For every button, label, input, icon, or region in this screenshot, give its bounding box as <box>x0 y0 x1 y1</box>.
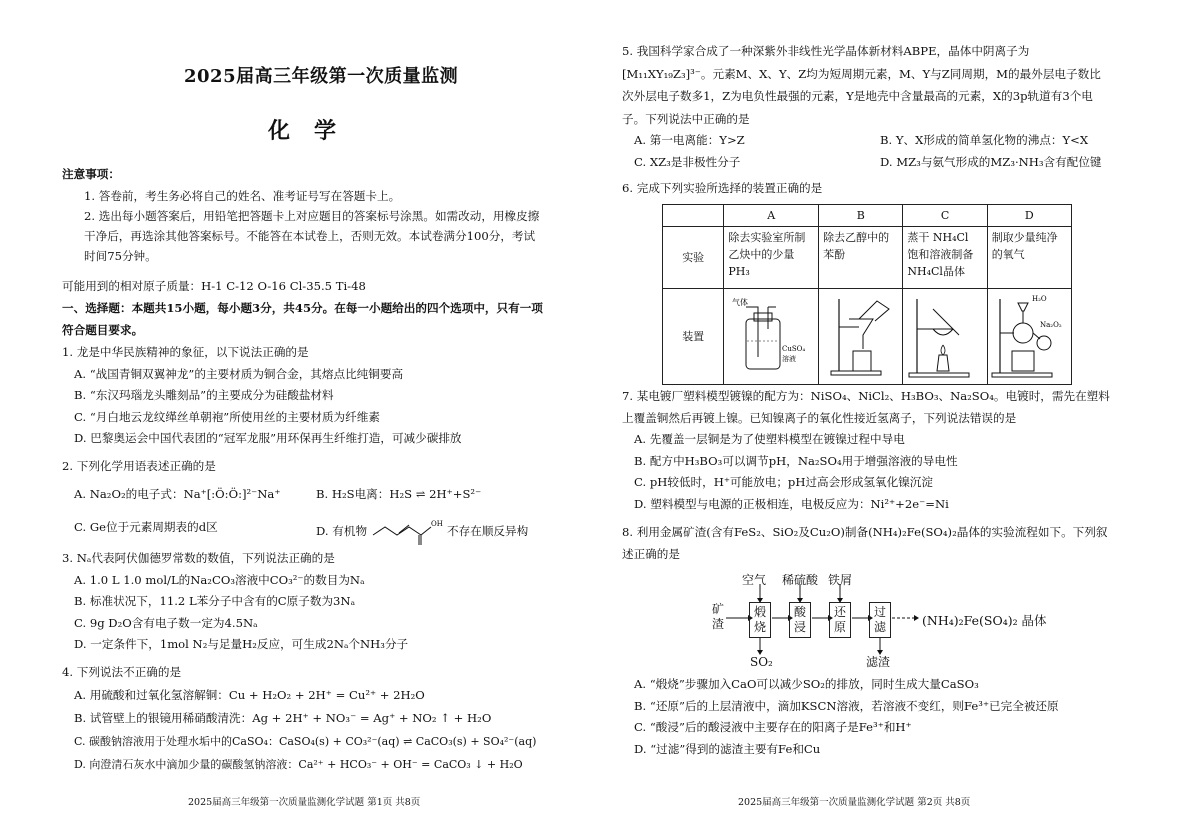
note-2: 2. 选出每小题答案后，用铅笔把答题卡上对应题目的答案标号涂黑。如需改动，用橡皮擦干净后，再选涂其他答案标号。不能答在本试卷上，否则无效。本试卷满分100分，考试时间75分钟。 <box>84 208 540 263</box>
filtration-apparatus-icon <box>819 289 899 379</box>
byproduct-so2: SO₂ <box>750 655 773 669</box>
cell-b-apparatus <box>819 288 903 384</box>
q7-option-b: B. 配方中H₃BO₃可以调节pH，Na₂SO₄用于增强溶液的导电性 <box>634 453 958 468</box>
q2-option-b: B. H₂S电离：H₂S ⇌ 2H⁺+S²⁻ <box>316 486 482 501</box>
water-label: H₂O <box>1031 294 1047 303</box>
question-7 <box>622 386 1110 515</box>
q4-stem: 4. 下列说法不正确的是 <box>62 665 182 679</box>
process-flowchart <box>622 568 1110 668</box>
q8-options <box>622 674 1110 760</box>
cell-c-experiment: 蒸干 NH₄Cl 饱和溶液制备NH₄Cl晶体 <box>903 226 987 288</box>
q7-stem: 7. 某电镀厂塑料模型镀镍的配方为：NiSO₄、NiCl₂、H₃BO₃、Na₂SO₄。电镀时，需先在塑料上覆盖铜然后再镀上镍。已知镍离子的氧化性接近氢离子，下列说法错误的是 <box>622 389 1110 425</box>
q8-option-c: C. “酸浸”后的酸浸液中主要存在的阳离子是Fe³⁺和H⁺ <box>634 720 912 734</box>
q1-option-b: B. “东汉玛瑙龙头雕刻品”的主要成分为硅酸盐材料 <box>74 388 334 402</box>
q2-d-suffix: 不存在顺反异构 <box>447 524 529 539</box>
table-header-c: C <box>903 204 987 226</box>
oxygen-generator-icon <box>988 289 1068 379</box>
reagent-air: 空气 <box>742 573 767 587</box>
q1-option-c: C. “月白地云龙纹缂丝单朝袍”所使用丝的主要材质为纤维素 <box>74 409 380 424</box>
q7-option-c: C. pH较低时，H⁺可能放电；pH过高会形成氢氧化镍沉淀 <box>634 475 933 489</box>
organic-structure-icon <box>369 517 445 547</box>
gas-washing-bottle-icon <box>724 289 814 379</box>
q5-option-b: B. Y、X形成的简单氢化物的沸点：Y<X <box>880 133 1089 147</box>
right-footer: 2025届高三年级第一次质量监测化学试题 第2页 共8页 <box>738 797 971 808</box>
q5-option-d: D. MZ₃与氨气形成的MZ₃·NH₃含有配位键 <box>880 154 1102 169</box>
q3-stem: 3. Nₐ代表阿伏伽德罗常数的数值，下列说法正确的是 <box>62 551 335 565</box>
step-acid-leach: 酸浸 <box>789 602 811 638</box>
q3-option-d: D. 一定条件下，1mol N₂与足量H₂反应，可生成2Nₐ个NH₃分子 <box>74 637 409 651</box>
note-1: 1. 答卷前，考生务必将自己的姓名、准考证号写在答题卡上。 <box>84 188 401 203</box>
evaporation-apparatus-icon <box>903 289 983 379</box>
cell-d-experiment: 制取少量纯净的氧气 <box>987 226 1071 288</box>
row-label-apparatus: 装置 <box>663 288 724 384</box>
q5-option-a: A. 第一电离能：Y>Z <box>634 133 745 147</box>
q2-option-d <box>310 517 552 547</box>
step-calcination: 煅烧 <box>749 602 771 638</box>
oh-label: OH <box>431 520 443 528</box>
atomic-masses: 可能用到的相对原子质量：H-1 C-12 O-16 Cl-35.5 Ti-48 <box>62 279 366 293</box>
gas-label: 气体 <box>732 297 749 307</box>
notes-section <box>62 164 552 266</box>
table-header-b: B <box>819 204 903 226</box>
question-4 <box>62 662 562 776</box>
left-page <box>62 0 562 840</box>
cell-a-apparatus <box>724 288 819 384</box>
solution-label: 溶液 <box>782 354 797 363</box>
q3-option-c: C. 9g D₂O含有电子数一定为4.5Nₐ <box>74 615 258 630</box>
q4-option-d: D. 向澄清石灰水中滴加少量的碳酸氢钠溶液：Ca²⁺ + HCO₃⁻ + OH⁻ = CaCO₃ ↓ + H₂O <box>74 757 523 771</box>
q5-option-c: C. XZ₃是非极性分子 <box>634 154 741 169</box>
q2-stem: 2. 下列化学用语表述正确的是 <box>62 459 216 473</box>
q2-d-prefix: D. 有机物 <box>316 524 368 539</box>
section-heading: 一、选择题：本题共15小题，每小题3分，共45分。在每一小题给出的四个选项中，只有一项符合题目要求。 <box>62 301 543 337</box>
table-header-d: D <box>987 204 1071 226</box>
q3-option-b: B. 标准状况下，11.2 L苯分子中含有的C原子数为3Nₐ <box>74 594 356 608</box>
question-5 <box>622 40 1110 173</box>
q1-option-d: D. 巴黎奥运会中国代表团的“冠军龙服”用环保再生纤维打造，可减少碳排放 <box>74 431 462 445</box>
q1-option-a: A. “战国青铜双翼神龙”的主要材质为铜合金，其熔点比纯铜要高 <box>74 366 404 381</box>
subject-title: 化学 <box>268 118 361 144</box>
q5-stem: 5. 我国科学家合成了一种深紫外非线性光学晶体新材料ABPE，晶体中阴离子为[M₁₁XY₁₉Z₃]³⁻。元素M、X、Y、Z均为短周期元素，M、Y与Z同周期，M的最外层电子数比次外层电子数多1，Z为电负性最强的元素，Y是地壳中含量最高的元素，X的3p轨道有3个电子。下列说法中正确的是 <box>622 44 1101 126</box>
step-filtration: 过滤 <box>869 602 891 638</box>
cell-c-apparatus <box>903 288 987 384</box>
q4-option-c: C. 碳酸钠溶液用于处理水垢中的CaSO₄：CaSO₄(s) + CO₃²⁻(aq) ⇌ CaCO₃(s) + SO₄²⁻(aq) <box>74 734 537 748</box>
question-2 <box>62 456 552 547</box>
right-page <box>622 0 1112 840</box>
experiment-table <box>662 204 1072 385</box>
exam-title: 2025届高三年级第一次质量监测 <box>184 66 459 87</box>
left-footer: 2025届高三年级第一次质量监测化学试题 第1页 共8页 <box>188 797 421 808</box>
notes-heading: 注意事项： <box>62 167 120 181</box>
q7-option-d: D. 塑料模型与电源的正极相连，电极反应为：Ni²⁺+2e⁻=Ni <box>634 496 949 511</box>
q8-option-b: B. “还原”后的上层清液中，滴加KSCN溶液，若溶液不变红，则Fe³⁺已完全被还原 <box>634 698 1059 713</box>
cell-d-apparatus <box>987 288 1071 384</box>
flow-product: (NH₄)₂Fe(SO₄)₂ 晶体 <box>922 613 1047 628</box>
q7-option-a: A. 先覆盖一层铜是为了使塑料模型在镀镍过程中导电 <box>634 432 905 446</box>
question-6 <box>622 178 1110 385</box>
question-8 <box>622 522 1110 565</box>
question-3 <box>62 548 552 656</box>
byproduct-residue: 滤渣 <box>866 655 891 669</box>
q4-option-b: B. 试管壁上的银镜用稀硝酸清洗：Ag + 2H⁺ + NO₃⁻ = Ag⁺ + NO₂ ↑ + H₂O <box>74 710 492 725</box>
cell-b-experiment: 除去乙醇中的苯酚 <box>819 226 903 288</box>
q8-option-a: A. “煅烧”步骤加入CaO可以减少SO₂的排放，同时生成大量CaSO₃ <box>634 677 979 691</box>
cuso4-label: CuSO₄ <box>782 344 806 353</box>
q8-option-d: D. “过滤”得到的滤渣主要有Fe和Cu <box>634 741 821 756</box>
q3-option-a: A. 1.0 L 1.0 mol/L的Na₂CO₃溶液中CO₃²⁻的数目为Nₐ <box>74 572 365 587</box>
cell-a-experiment: 除去实验室所制乙炔中的少量PH₃ <box>724 226 819 288</box>
na2o2-label: Na₂O₂ <box>1039 320 1062 329</box>
q1-stem: 1. 龙是中华民族精神的象征，以下说法正确的是 <box>62 345 309 359</box>
reagent-iron-filings: 铁屑 <box>828 573 853 587</box>
q2-option-c: C. Ge位于元素周期表的d区 <box>74 520 218 534</box>
q8-stem: 8. 利用金属矿渣(含有FeS₂、SiO₂及Cu₂O)制备(NH₄)₂Fe(SO₄)₂晶体的实验流程如下。下列叙述正确的是 <box>622 525 1108 561</box>
q4-option-a: A. 用硫酸和过氧化氢溶解铜：Cu + H₂O₂ + 2H⁺ = Cu²⁺ + 2H₂O <box>74 687 425 702</box>
q2-option-a: A. Na₂O₂的电子式：Na⁺[:Ö:Ö:]²⁻Na⁺ <box>74 486 281 501</box>
q6-stem: 6. 完成下列实验所选择的装置正确的是 <box>622 181 823 195</box>
flow-input: 矿渣 <box>712 602 725 631</box>
step-reduction: 还原 <box>829 602 851 638</box>
table-header-a: A <box>724 204 819 226</box>
row-label-experiment: 实验 <box>663 226 724 288</box>
question-1 <box>62 342 552 450</box>
table-header-blank <box>663 204 724 226</box>
reagent-sulfuric-acid: 稀硫酸 <box>782 573 819 587</box>
